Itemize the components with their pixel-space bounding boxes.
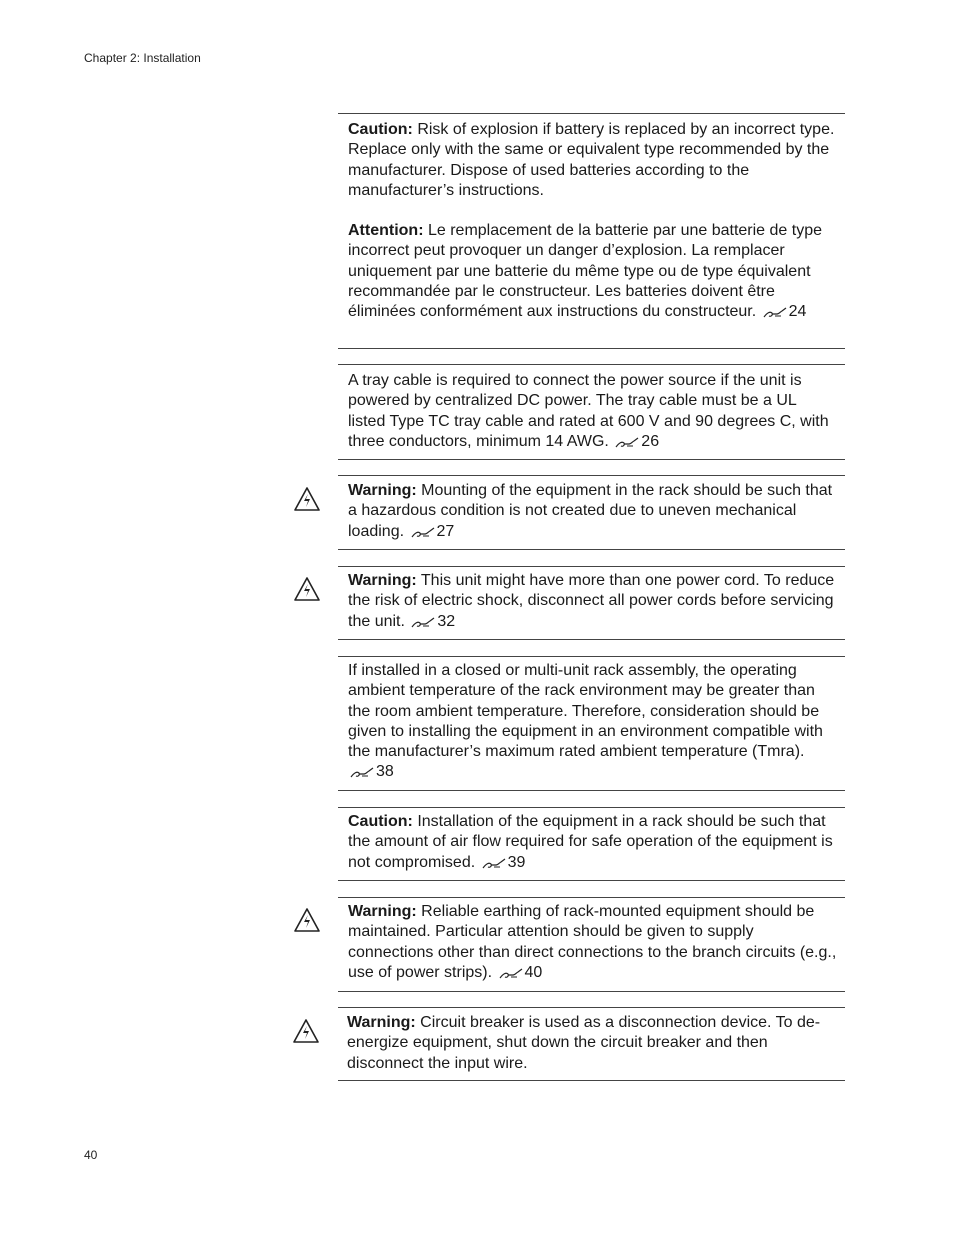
notice-lead: Attention: — [348, 222, 424, 240]
reference-number: 38 — [376, 763, 394, 781]
notice-lead: Warning: — [348, 903, 417, 920]
reference-number: 26 — [641, 432, 660, 450]
notice-lead: Warning: — [348, 572, 417, 589]
notice-paragraph — [348, 120, 837, 201]
notice-paragraph — [348, 902, 837, 983]
notice-text: This unit might have more than one power cord. To reduce the risk of electric shock, disconnect all power cords before servicing the unit. — [348, 572, 835, 630]
warning-notice-power-cord — [338, 566, 845, 640]
translation-reference — [409, 613, 455, 630]
notice-text: Le remplacement de la batterie par une batterie de type incorrect peut provoquer un danger d’explosion. La remplacer uniquement par une batterie du même type ou de type équivalent recommandée par le constructeur. Les batteries doivent être éliminées conformément aux instructions du constructeur. — [348, 222, 822, 321]
hand-pen-icon — [763, 307, 787, 319]
translation-reference — [480, 854, 526, 871]
reference-number: 40 — [524, 963, 543, 981]
notice-lead: Caution: — [348, 121, 413, 138]
note-tray-cable — [338, 364, 845, 460]
chapter-header: Chapter 2: Installation — [84, 51, 201, 65]
warning-notice-mounting — [338, 475, 845, 550]
hand-pen-icon — [411, 617, 435, 629]
notice-lead: Caution: — [348, 813, 413, 830]
notice-text: Reliable earthing of rack-mounted equipment should be maintained. Particular attention should be given to supply connections other than direct connections to the branch circuits (e.g., use of power strips). — [348, 903, 837, 981]
notice-lead: Warning: — [348, 482, 417, 499]
notice-paragraph — [348, 812, 837, 873]
hand-pen-icon — [615, 437, 639, 449]
electric-hazard-warning-icon — [293, 576, 321, 602]
hand-pen-icon — [350, 767, 374, 779]
notice-paragraph — [348, 571, 837, 632]
electric-hazard-warning-icon — [293, 907, 321, 933]
translation-reference — [613, 433, 659, 450]
translation-reference — [497, 964, 543, 981]
translation-reference — [409, 523, 455, 540]
page-number: 40 — [84, 1148, 98, 1162]
notice-paragraph — [348, 221, 837, 322]
notice-text: Installation of the equipment in a rack should be such that the amount of air flow required for safe operation of the equipment is not compromised. — [348, 813, 833, 871]
warning-notice-circuit-breaker — [338, 1007, 845, 1081]
note-ambient-temperature — [338, 656, 845, 791]
reference-number: 32 — [437, 612, 456, 630]
reference-number: 39 — [507, 853, 526, 871]
notice-text: A tray cable is required to connect the power source if the unit is powered by centralized DC power. The tray cable must be a UL listed Type TC tray cable and rated at 600 V and 90 degrees C, with three conductors, minimum 14 AWG. — [348, 372, 829, 450]
notice-text: Circuit breaker is used as a disconnection device. To de-energize equipment, shut down the circuit breaker and then disconnect the input wire. — [347, 1014, 821, 1072]
electric-hazard-warning-icon — [292, 1018, 320, 1044]
hand-pen-icon — [482, 858, 506, 870]
notice-text: Mounting of the equipment in the rack should be such that a hazardous condition is not created due to uneven mechanical loading. — [348, 482, 833, 540]
notice-paragraph — [348, 481, 837, 542]
reference-number: 24 — [788, 303, 807, 321]
notice-paragraph — [348, 661, 837, 783]
notice-text: If installed in a closed or multi-unit rack assembly, the operating ambient temperature of the rack environment may be greater than the room ambient temperature. Therefore, consideration should be given to installing the equipment in an environment compatible with the manufacturer’s maximum rated ambient temperature (Tmra). — [348, 662, 823, 761]
warning-notice-earthing — [338, 897, 845, 992]
notice-text: Risk of explosion if battery is replaced by an incorrect type. Replace only with the same or equivalent type recommended by the manufacturer. Dispose of used batteries according to the manufacturer’s instructions. — [348, 121, 835, 199]
hand-pen-icon — [411, 527, 435, 539]
notice-paragraph — [347, 1013, 837, 1074]
caution-notice-air-flow — [338, 807, 845, 881]
translation-reference — [761, 303, 807, 320]
translation-reference — [348, 763, 394, 780]
notice-lead: Warning: — [347, 1014, 416, 1031]
notice-paragraph — [348, 371, 837, 452]
hand-pen-icon — [499, 968, 523, 980]
caution-notice-battery — [338, 113, 845, 349]
electric-hazard-warning-icon — [293, 486, 321, 512]
reference-number: 27 — [436, 522, 455, 540]
